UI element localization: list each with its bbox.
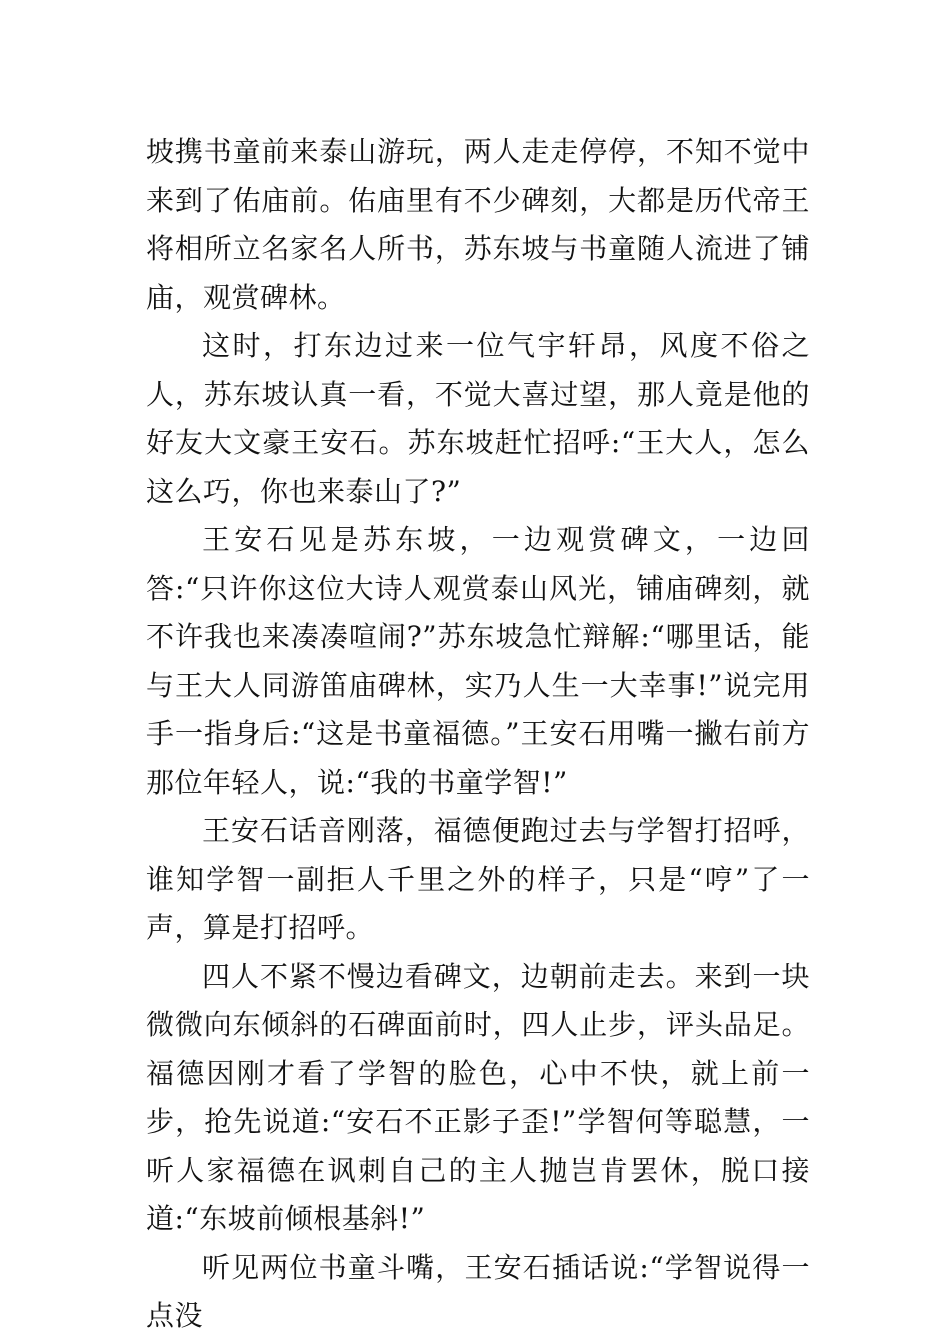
paragraph: 四人不紧不慢边看碑文，边朝前走去。来到一块微微向东倾斜的石碑面前时，四人止步，评头品足。福德因刚才看了学智的脸色，心中不快，就上前一步，抢先说道:“安石不正影子歪!”学智何等聪慧，一听人家福德在讽刺自己的主人抛岂肯罢休，脱口接道:“东坡前倾根基斜!” [146, 959, 810, 1235]
body-text [146, 128, 810, 1341]
paragraph: 听见两位书童斗嘴，王安石插话说:“学智说得一点没 [146, 1250, 810, 1332]
paragraph: 王安石话音刚落，福德便跑过去与学智打招呼，谁知学智一副拒人千里之外的样子，只是“哼”了一声，算是打招呼。 [146, 814, 810, 944]
paragraph-continued: 坡携书童前来泰山游玩，两人走走停停，不知不觉中来到了佑庙前。佑庙里有不少碑刻，大都是历代帝王将相所立名家名人所书，苏东坡与书童随人流进了铺庙，观赏碑林。 [146, 135, 810, 314]
paragraph: 这时，打东边过来一位气宇轩昂，风度不俗之人，苏东坡认真一看，不觉大喜过望，那人竟是他的好友大文豪王安石。苏东坡赶忙招呼:“王大人，怎么这么巧，你也来泰山了?” [146, 329, 810, 508]
paragraph: 王安石见是苏东坡，一边观赏碑文，一边回答:“只许你这位大诗人观赏泰山风光，铺庙碑刻，就不许我也来凑凑喧闹?”苏东坡急忙辩解:“哪里话，能与王大人同游笛庙碑林，实乃人生一大幸事!”说完用手一指身后:“这是书童福德。”王安石用嘴一撇右前方那位年轻人，说:“我的书童学智!” [146, 523, 810, 799]
